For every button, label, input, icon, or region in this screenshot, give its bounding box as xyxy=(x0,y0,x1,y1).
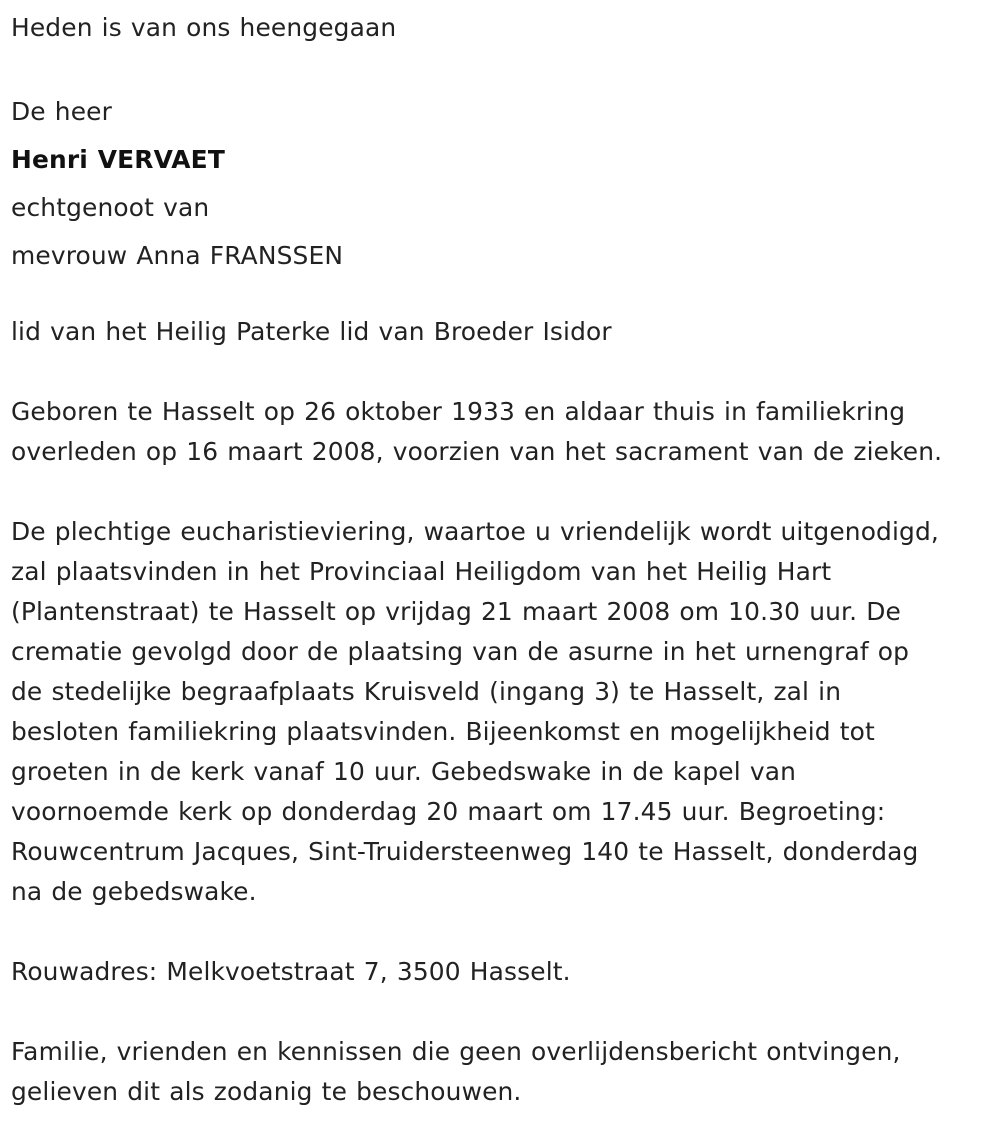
paragraph-line: de stedelijke begraafplaats Kruisveld (ingang 3) te Hasselt, zal in xyxy=(11,677,842,706)
paragraph-line: crematie gevolgd door de plaatsing van de asurne in het urnengraf op xyxy=(11,637,910,666)
membership-text: lid van het Heilig Paterke lid van Broeder Isidor xyxy=(11,317,612,346)
paragraph-line: na de gebedswake. xyxy=(11,877,257,906)
obituary-notice xyxy=(11,8,991,1112)
intro-text: Heden is van ons heengegaan xyxy=(11,13,397,42)
spouse-name-text: mevrouw Anna FRANSSEN xyxy=(11,241,344,270)
paragraph-line: Geboren te Hasselt op 26 oktober 1933 en aldaar thuis in familiekring xyxy=(11,397,906,426)
spacer xyxy=(11,352,991,392)
paragraph-line: voornoemde kerk op donderdag 20 maart om 17.45 uur. Begroeting: xyxy=(11,797,886,826)
deceased-name: Henri VERVAET xyxy=(11,145,225,174)
spacer xyxy=(11,912,991,952)
paragraph-line: gelieven dit als zodanig te beschouwen. xyxy=(11,1077,522,1106)
paragraph-line: (Plantenstraat) te Hasselt op vrijdag 21 maart 2008 om 10.30 uur. De xyxy=(11,597,901,626)
birth-death-paragraph xyxy=(11,392,991,472)
paragraph-line: groeten in de kerk vanaf 10 uur. Gebedswake in de kapel van xyxy=(11,757,797,786)
spacer xyxy=(11,992,991,1032)
spacer xyxy=(11,472,991,512)
ceremony-paragraph xyxy=(11,512,991,912)
paragraph-line: Familie, vrienden en kennissen die geen overlijdensbericht ontvingen, xyxy=(11,1037,901,1066)
spacer xyxy=(11,280,991,312)
paragraph-line: Rouwcentrum Jacques, Sint-Truidersteenweg 140 te Hasselt, donderdag xyxy=(11,837,919,866)
paragraph-line: overleden op 16 maart 2008, voorzien van het sacrament van de zieken. xyxy=(11,437,943,466)
closing-paragraph xyxy=(11,1032,991,1112)
paragraph-line: zal plaatsvinden in het Provinciaal Heiligdom van het Heilig Hart xyxy=(11,557,832,586)
paragraph-line: De plechtige eucharistieviering, waartoe u vriendelijk wordt uitgenodigd, xyxy=(11,517,939,546)
salutation-text: De heer xyxy=(11,97,112,126)
spouse-prefix-text: echtgenoot van xyxy=(11,193,210,222)
mourning-address: Rouwadres: Melkvoetstraat 7, 3500 Hasselt. xyxy=(11,957,571,986)
paragraph-line: besloten familiekring plaatsvinden. Bijeenkomst en mogelijkheid tot xyxy=(11,717,875,746)
spacer xyxy=(11,48,991,88)
